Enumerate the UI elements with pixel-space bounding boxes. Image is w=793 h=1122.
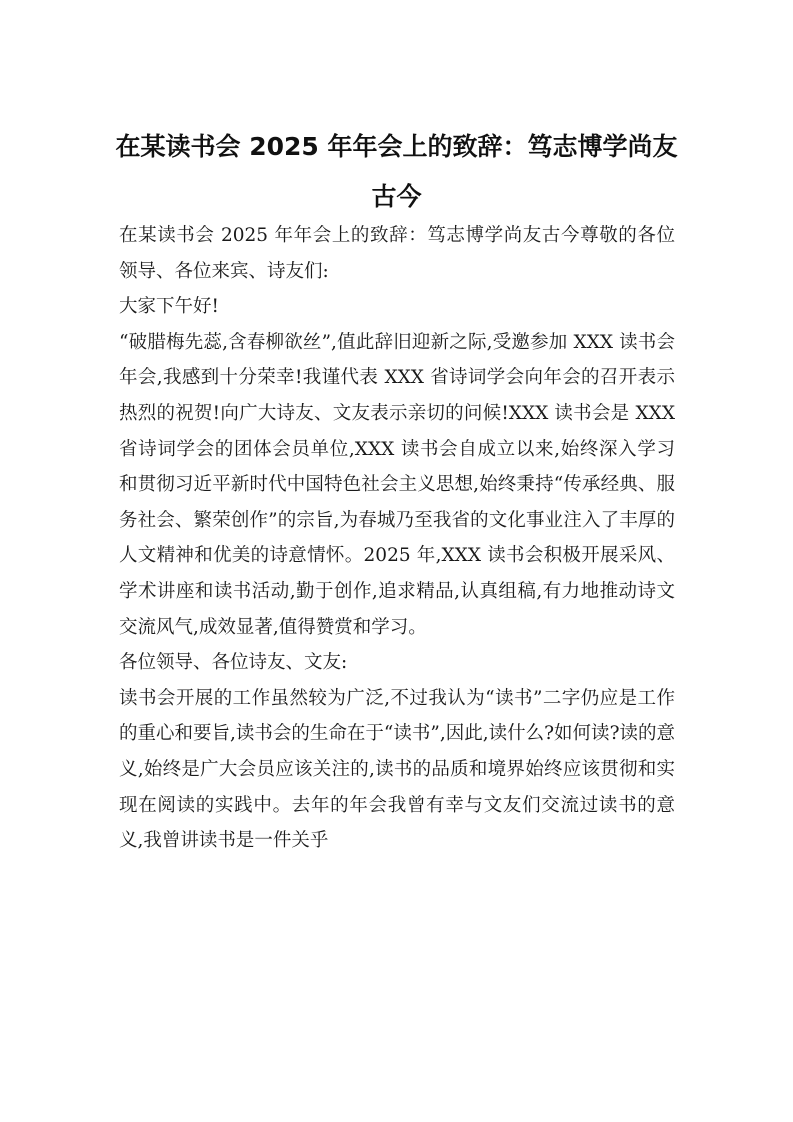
paragraph-congratulations: “破腊梅先蕊,含春柳欲丝”,值此辞旧迎新之际,受邀参加 XXX 读书会年会,我感到十分荣幸!我谨代表 XXX 省诗词学会向年会的召开表示热烈的祝贺!向广大诗友、文友表示亲切的问候!XXX 读书会是 XXX 省诗词学会的团体会员单位,XXX 读书会自成立以来,始终深入学习和贯彻习近平新时代中国特色社会主义思想,始终秉持“传承经典、服务社会、繁荣创作”的宗旨,为春城乃至我省的文化事业注入了丰厚的人文精神和优美的诗意情怀。2025 年,XXX 读书会积极开展采风、学术讲座和读书活动,勤于创作,追求精品,认真组稿,有力地推动诗文交流风气,成效显著,值得赞赏和学习。 <box>119 331 675 638</box>
paragraph-address: 各位领导、各位诗友、文友: <box>119 652 348 674</box>
document-body <box>119 218 675 859</box>
document-title: 在某读书会 2025 年年会上的致辞：笃志博学尚友古今 <box>115 132 678 211</box>
paragraph-greeting: 大家下午好! <box>119 296 219 318</box>
paragraph-salutation: 在某读书会 2025 年年会上的致辞：笃志博学尚友古今尊敬的各位领导、各位来宾、诗友们: <box>119 225 675 282</box>
paragraph-reading: 读书会开展的工作虽然较为广泛,不过我认为“读书”二字仍应是工作的重心和要旨,读书会的生命在于“读书”,因此,读什么?如何读?读的意义,始终是广大会员应该关注的,读书的品质和境界始终应该贯彻和实现在阅读的实践中。去年的年会我曾有幸与文友们交流过读书的意义,我曾讲读书是一件关乎 <box>119 687 675 852</box>
